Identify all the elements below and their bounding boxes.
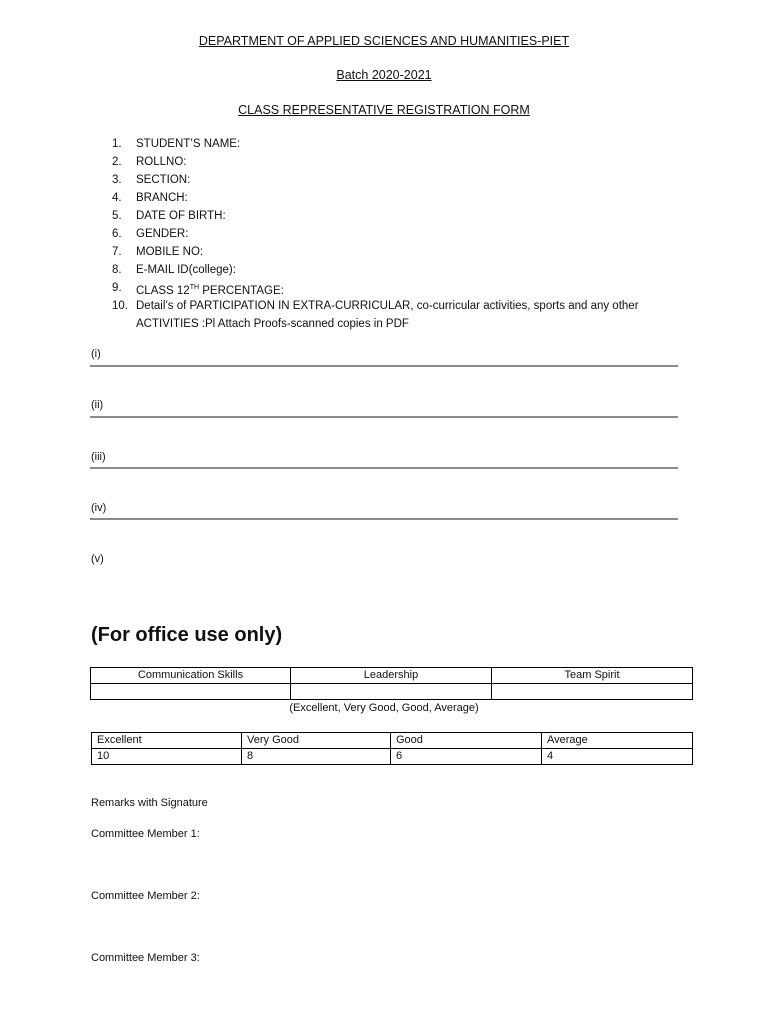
skills-header-cell: Team Spirit — [492, 668, 693, 684]
field-label: SECTION: — [136, 174, 191, 186]
skills-header-cell: Communication Skills — [91, 668, 291, 684]
committee-member-1: Committee Member 1: — [91, 828, 200, 840]
scale-value-cell: 6 — [391, 749, 542, 765]
field-label-text: CLASS 12 — [136, 285, 190, 297]
skills-header-cell: Leadership — [291, 668, 492, 684]
activity-label-i: (i) — [91, 348, 101, 360]
committee-member-3: Committee Member 3: — [91, 952, 200, 964]
scale-header-cell: Very Good — [242, 733, 391, 749]
committee-member-2: Committee Member 2: — [91, 890, 200, 902]
skills-table — [90, 667, 693, 700]
field-number: 10. — [112, 300, 128, 312]
activity-line-iv[interactable] — [90, 518, 678, 520]
activity-line-ii[interactable] — [90, 416, 678, 418]
field-label: STUDENT’S NAME: — [136, 138, 241, 150]
field-label: MOBILE NO: — [136, 246, 204, 258]
field-label-text: PERCENTAGE: — [199, 285, 284, 297]
activity-label-iv: (iv) — [91, 502, 107, 514]
field-number: 3. — [112, 174, 122, 186]
field-number: 6. — [112, 228, 122, 240]
skills-value-cell[interactable] — [492, 684, 693, 700]
scale-value-cell: 10 — [92, 749, 242, 765]
field-label: DATE OF BIRTH: — [136, 210, 226, 222]
field-number: 8. — [112, 264, 122, 276]
field-label: Detail’s of PARTICIPATION IN EXTRA-CURRICULAR, co-curricular activities, sports and any other — [136, 300, 639, 312]
activity-label-ii: (ii) — [91, 399, 104, 411]
field-number: 9. — [112, 282, 122, 294]
field-number: 7. — [112, 246, 122, 258]
skills-value-cell[interactable] — [91, 684, 291, 700]
scale-value-row — [92, 749, 693, 765]
scale-value-cell: 4 — [542, 749, 693, 765]
batch-heading: Batch 2020-2021 — [336, 68, 432, 82]
field-number: 4. — [112, 192, 122, 204]
field-label: E-MAIL ID(college): — [136, 264, 236, 276]
skills-value-cell[interactable] — [291, 684, 492, 700]
activity-line-iii[interactable] — [90, 467, 678, 469]
field-number: 1. — [112, 138, 122, 150]
office-use-heading: (For office use only) — [91, 624, 283, 646]
scale-header-cell: Good — [391, 733, 542, 749]
scale-value-cell: 8 — [242, 749, 391, 765]
score-scale-table — [91, 732, 693, 765]
scale-header-cell: Average — [542, 733, 693, 749]
form-title: CLASS REPRESENTATIVE REGISTRATION FORM — [238, 103, 530, 117]
activity-label-iii: (iii) — [91, 451, 106, 463]
field-label-superscript: TH — [189, 284, 200, 291]
scale-header-cell: Excellent — [92, 733, 242, 749]
rating-note: (Excellent, Very Good, Good, Average) — [289, 702, 479, 714]
department-heading: DEPARTMENT OF APPLIED SCIENCES AND HUMANITIES-PIET — [198, 34, 570, 48]
activity-line-i[interactable] — [90, 365, 678, 367]
remarks-title: Remarks with Signature — [91, 797, 208, 809]
activity-label-v: (v) — [91, 553, 104, 565]
field-label: ACTIVITIES :Pl Attach Proofs-scanned copies in PDF — [136, 318, 409, 330]
field-label: ROLLNO: — [136, 156, 187, 168]
field-label: BRANCH: — [136, 192, 188, 204]
scale-header-row — [92, 733, 693, 749]
skills-header-row — [91, 668, 693, 684]
skills-value-row — [91, 684, 693, 700]
field-label: GENDER: — [136, 228, 189, 240]
field-number: 2. — [112, 156, 122, 168]
field-number: 5. — [112, 210, 122, 222]
